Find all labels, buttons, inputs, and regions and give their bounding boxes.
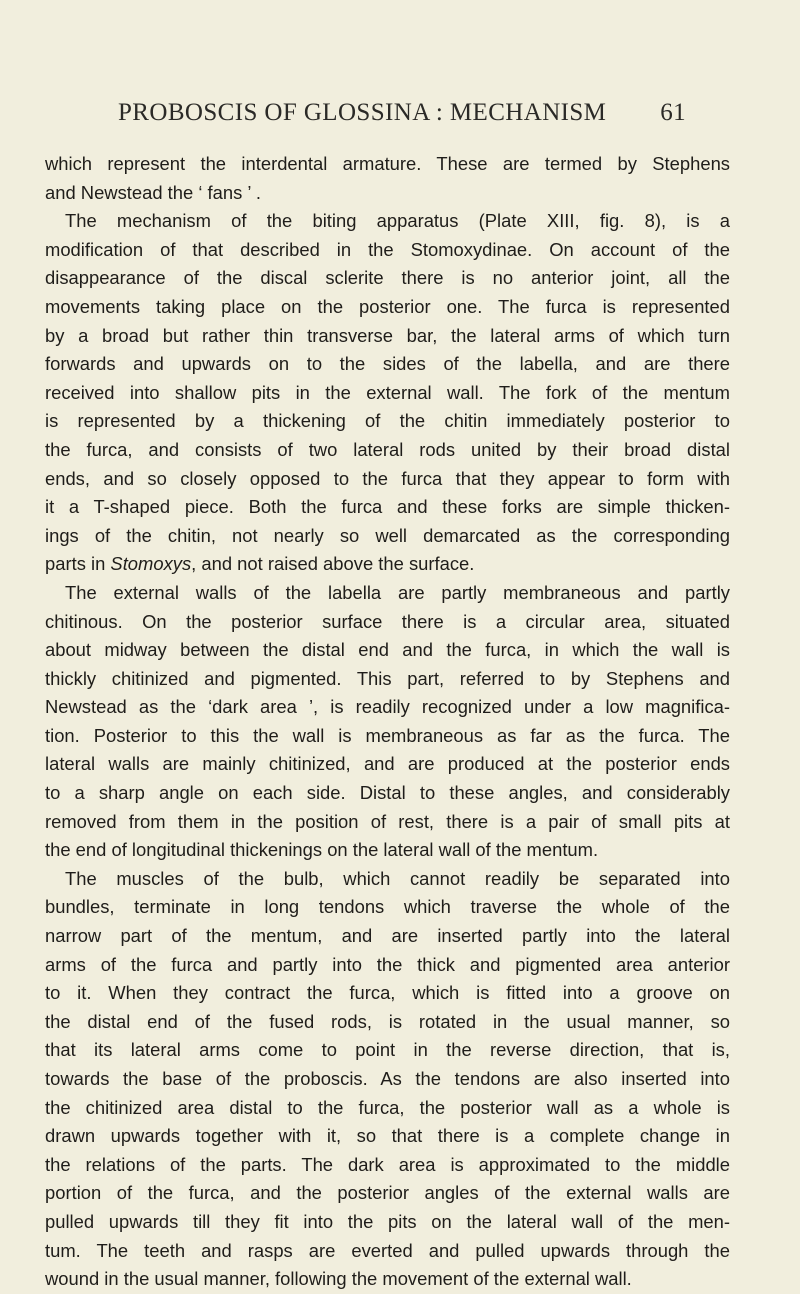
text-line: portion of the furca, and the posterior angles of the external walls are [45, 1182, 730, 1204]
text-line: to a sharp angle on each side. Distal to these angles, and considerably [45, 782, 730, 804]
text-line: narrow part of the mentum, and are inserted partly into the lateral [45, 925, 730, 947]
text-line: forwards and upwards on to the sides of the labella, and are there [45, 353, 730, 375]
text-line: received into shallow pits in the external wall. The fork of the mentum [45, 381, 730, 403]
text-line: thickly chitinized and pigmented. This part, referred to by Stephens and [45, 667, 730, 689]
text-line: by a broad but rather thin transverse bar, the lateral arms of which turn [45, 324, 730, 346]
genus-name-italic: Stomoxys [110, 553, 192, 575]
text-line: wound in the usual manner, following the movement of the external wall. [45, 1268, 632, 1290]
text-line: about midway between the distal end and the furca, in which the wall is [45, 639, 730, 661]
text-line: modification of that described in the Stomoxydinae. On account of the [45, 238, 730, 260]
text-line: the end of longitudinal thickenings on the lateral wall of the mentum. [45, 839, 599, 861]
running-head [118, 96, 686, 130]
text-line: the furca, and consists of two lateral rods united by their broad distal [45, 438, 730, 460]
text-line: disappearance of the discal sclerite there is no anterior joint, all the [45, 267, 730, 289]
text-line: that its lateral arms come to point in the reverse direction, that is, [45, 1039, 730, 1061]
text-line: tion. Posterior to this the wall is membraneous as far as the furca. The [45, 724, 730, 746]
text-line: is represented by a thickening of the chitin immediately posterior to [45, 410, 730, 432]
text-line: bundles, terminate in long tendons which traverse the whole of the [45, 896, 730, 918]
text-line-start: parts in [45, 553, 111, 575]
text-line: drawn upwards together with it, so that there is a complete change in [45, 1125, 730, 1147]
text-line: it a T-shaped piece. Both the furca and these forks are simple thicken- [45, 496, 730, 518]
text-line: ings of the chitin, not nearly so well demarcated as the corresponding [45, 524, 730, 546]
text-line: Newstead as the ‘dark area ’, is readily recognized under a low magnifica- [45, 696, 730, 718]
body-text [45, 150, 730, 1294]
text-line: The external walls of the labella are partly membraneous and partly [65, 581, 730, 603]
text-line: movements taking place on the posterior one. The furca is represented [45, 295, 730, 317]
text-line: The muscles of the bulb, which cannot readily be separated into [65, 867, 730, 889]
text-line: chitinous. On the posterior surface there is a circular area, situated [45, 610, 730, 632]
text-line: the relations of the parts. The dark area is approximated to the middle [45, 1153, 730, 1175]
text-line: pulled upwards till they fit into the pits on the lateral wall of the men- [45, 1210, 730, 1232]
text-line: arms of the furca and partly into the thick and pigmented area anterior [45, 953, 730, 975]
text-line: lateral walls are mainly chitinized, and are produced at the posterior ends [45, 753, 730, 775]
text-line-end: , and not raised above the surface. [191, 553, 475, 575]
page-number: 61 [660, 99, 686, 126]
text-line: which represent the interdental armature. These are termed by Stephens [45, 153, 730, 174]
text-line: ends, and so closely opposed to the furca that they appear to form with [45, 467, 730, 489]
text-line: and Newstead the ‘ fans ’ . [45, 181, 262, 203]
text-line: the chitinized area distal to the furca, the posterior wall as a whole is [45, 1096, 730, 1118]
text-line: The mechanism of the biting apparatus (Plate XIII, fig. 8), is a [65, 210, 730, 232]
text-line: tum. The teeth and rasps are everted and pulled upwards through the [45, 1239, 730, 1261]
text-line [45, 550, 730, 579]
text-line: to it. When they contract the furca, which is fitted into a groove on [45, 982, 730, 1004]
text-line: the distal end of the fused rods, is rotated in the usual manner, so [45, 1010, 730, 1032]
text-line: towards the base of the proboscis. As the tendons are also inserted into [45, 1068, 730, 1089]
running-head-title: PROBOSCIS OF GLOSSINA : MECHANISM [118, 99, 607, 126]
text-line: removed from them in the position of rest, there is a pair of small pits at [45, 810, 730, 832]
